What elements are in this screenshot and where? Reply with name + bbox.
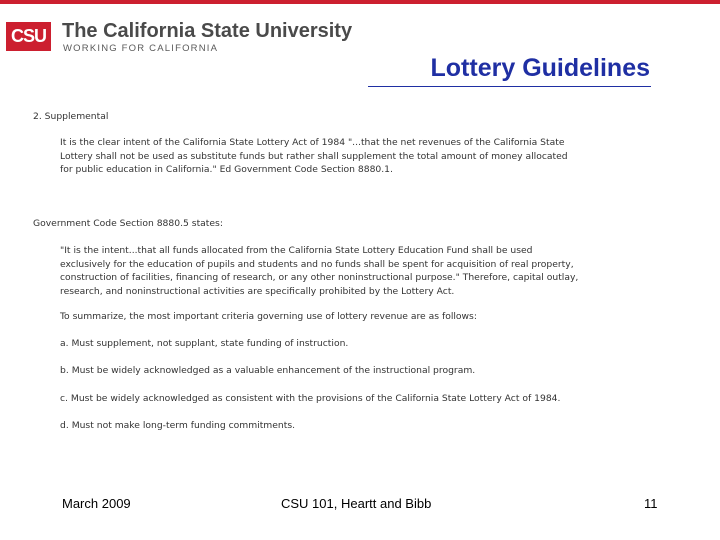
criteria-text: Must not make long-term funding commitments. <box>71 420 296 431</box>
csu-logo: CSU <box>6 22 51 51</box>
criteria-text: Must supplement, not supplant, state funding of instruction. <box>71 338 349 349</box>
quote-line: construction of facilities, financing of research, or any other noninstructional purpose." Therefore, capital outlay, <box>60 272 579 283</box>
criteria-letter: a. <box>60 338 69 349</box>
footer-date: March 2009 <box>62 496 131 511</box>
code-section-heading: Government Code Section 8880.5 states: <box>33 218 223 229</box>
org-name: The California State University <box>62 20 353 42</box>
criteria-text: Must be widely acknowledged as consistent with the provisions of the California State Lottery Act of 1984. <box>70 393 561 404</box>
criteria-letter: d. <box>60 420 69 431</box>
summary-lead: To summarize, the most important criteria governing use of lottery revenue are as follows: <box>60 311 477 322</box>
title-underline <box>368 86 651 87</box>
intro-line: It is the clear intent of the California State Lottery Act of 1984 "...that the net revenues of the California State <box>60 137 565 148</box>
footer-course: CSU 101, Heartt and Bibb <box>281 496 432 511</box>
quote-line: research, and noninstructional activities are specifically prohibited by the Lottery Act. <box>60 285 455 297</box>
org-tagline: WORKING FOR CALIFORNIA <box>63 43 219 54</box>
intro-line: for public education in California." Ed Government Code Section 8880.1. <box>60 164 393 175</box>
criteria-text: Must be widely acknowledged as a valuable enhancement of the instructional program. <box>71 365 476 376</box>
top-accent-bar <box>0 0 720 4</box>
quote-line: "It is the intent...that all funds allocated from the California State Lottery Education Fund shall be used <box>60 245 533 256</box>
quote-paragraph <box>60 244 660 298</box>
criteria-item-d <box>60 419 660 433</box>
section-heading: 2. Supplemental <box>33 111 109 122</box>
footer-page-number: 11 <box>644 496 658 511</box>
criteria-item-b <box>60 364 660 378</box>
criteria-item-c <box>60 392 660 406</box>
slide-title: Lottery Guidelines <box>430 54 650 82</box>
criteria-letter: b. <box>60 365 69 376</box>
intro-paragraph <box>60 136 660 177</box>
criteria-item-a <box>60 337 660 351</box>
intro-line: Lottery shall not be used as substitute funds but rather shall supplement the total amount of money allocated <box>60 150 568 162</box>
quote-line: exclusively for the education of pupils and students and no funds shall be spent for acquisition of real property, <box>60 258 574 270</box>
criteria-letter: c. <box>60 393 68 404</box>
